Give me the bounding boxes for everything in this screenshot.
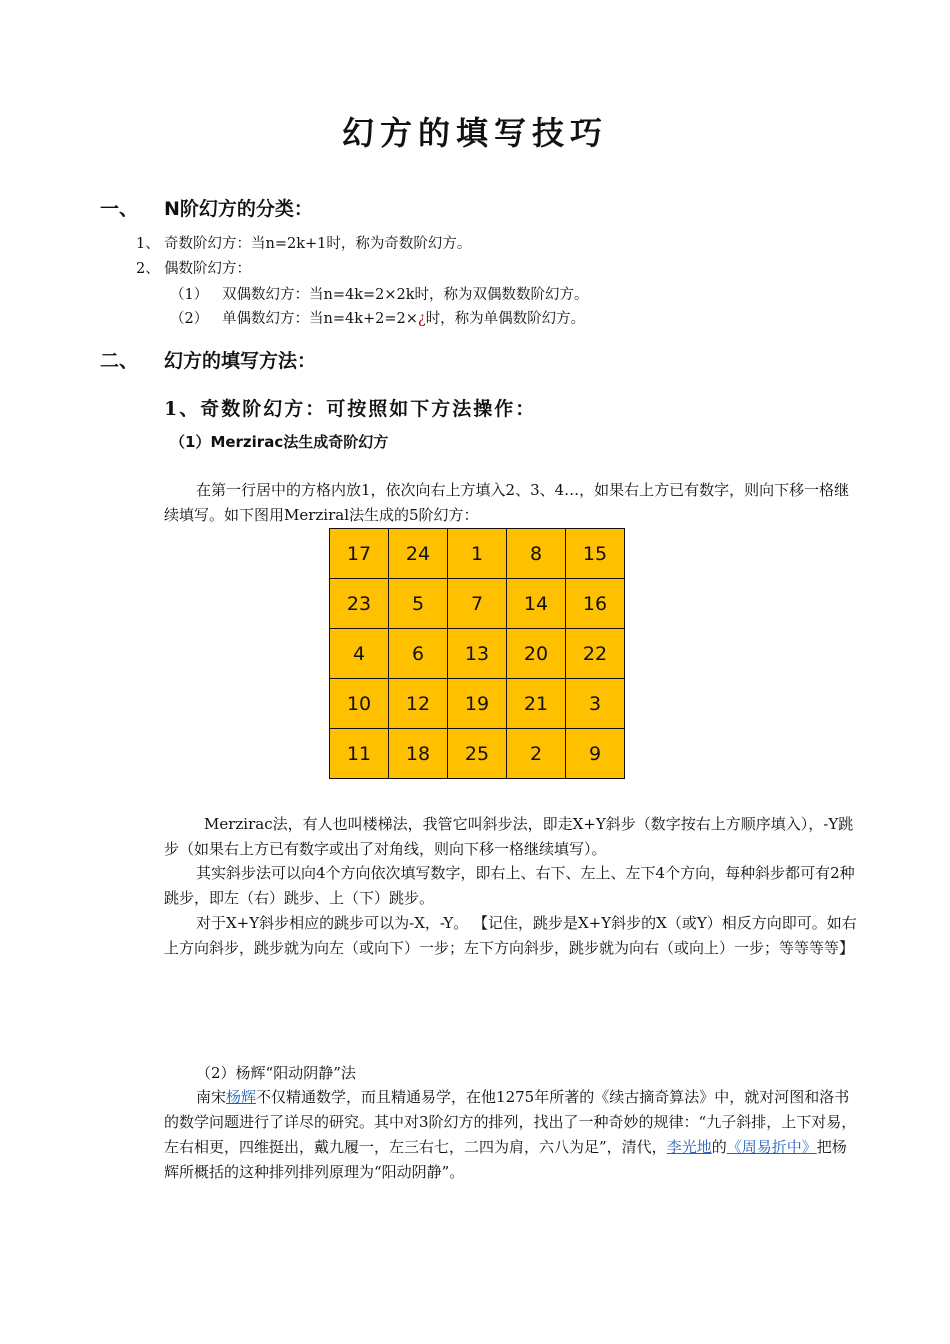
table-cell: 6 <box>389 629 448 679</box>
paragraph-text: 把杨辉所概括的这种排列排列原理为“阳动阴静”。 <box>164 1138 847 1181</box>
list-item <box>136 232 736 254</box>
table-cell: 4 <box>330 629 389 679</box>
table-cell: 12 <box>389 679 448 729</box>
paragraph-diagonal-steps: 其实斜步法可以向4个方向依次填写数字，即右上、右下、左上、左下4个方向，每种斜步都可有2种跳步，即左（右）跳步、上（下）跳步。 <box>164 864 855 907</box>
table-cell: 7 <box>448 579 507 629</box>
table-cell: 14 <box>507 579 566 629</box>
sub-list-item-text-a: 单偶数幻方：当n=4k+2=2× <box>222 311 418 327</box>
table-cell: 8 <box>507 529 566 579</box>
table-cell: 10 <box>330 679 389 729</box>
table-cell: 19 <box>448 679 507 729</box>
table-row <box>330 729 625 779</box>
table-row <box>330 629 625 679</box>
table-row <box>330 679 625 729</box>
section2-number: 二、 <box>100 350 139 372</box>
link-yanghui[interactable]: 杨辉 <box>226 1088 257 1106</box>
sub-list-item <box>170 283 790 305</box>
table-cell: 22 <box>566 629 625 679</box>
sub-list-item-label: （2） <box>170 311 209 327</box>
table-cell: 25 <box>448 729 507 779</box>
section1-heading <box>100 194 500 218</box>
render-glitch-mark: ¿ <box>417 311 426 327</box>
sub-list-item-text-b: 时，称为单偶数阶幻方。 <box>425 311 586 327</box>
paragraph-jump-rule: 对于X+Y斜步相应的跳步可以为-X，-Y。 【记住，跳步是X+Y斜步的X（或Y）相反方向即可。如右上方向斜步，跳步就为向左（或向下）一步；左下方向斜步，跳步就为向右（或向上）一步；等等等等】 <box>164 914 857 957</box>
list-item <box>136 257 736 279</box>
table-cell: 18 <box>389 729 448 779</box>
section1-title: N阶幻方的分类： <box>164 198 313 220</box>
sub-list-item-label: （1） <box>170 287 209 303</box>
method1-label: （1） <box>170 433 211 451</box>
paragraph-text: 的 <box>711 1138 727 1156</box>
table-cell: 16 <box>566 579 625 629</box>
section1-number: 一、 <box>100 198 139 220</box>
paragraph-merzirac: Merzirac法，有人也叫楼梯法，我管它叫斜步法，即走X+Y斜步（数字按右上方顺序填入），-Y跳步（如果右上方已有数字或出了对角线，则向下移一格继续填写）。 <box>164 815 854 858</box>
magic-square-table <box>329 528 625 779</box>
sub-list-item-text <box>222 307 585 328</box>
table-row <box>330 529 625 579</box>
method1-title: Merzirac法生成奇阶幻方 <box>210 433 389 451</box>
paragraph-text: 南宋 <box>196 1088 227 1106</box>
table-cell: 13 <box>448 629 507 679</box>
sub-list-item-text: 双偶数幻方：当n=4k=2×2k时，称为双偶数数阶幻方。 <box>222 287 589 303</box>
list-item-label: 1、 <box>136 236 160 252</box>
section2-heading <box>100 346 500 370</box>
table-cell: 3 <box>566 679 625 729</box>
paragraph-intro: 在第一行居中的方格内放1，依次向右上方填入2、3、4…，如果右上方已有数字，则向下移一格继续填写。如下图用Merziral法生成的5阶幻方： <box>164 481 850 524</box>
paragraph-yanghui <box>164 1085 860 1185</box>
subsection-heading: 1、奇数阶幻方：可按照如下方法操作： <box>164 398 537 420</box>
table-cell: 21 <box>507 679 566 729</box>
sub-list-item <box>170 307 790 329</box>
method1-heading <box>170 431 388 452</box>
table-cell: 2 <box>507 729 566 779</box>
section2-title: 幻方的填写方法： <box>164 350 317 372</box>
link-liguangdi[interactable]: 李光地 <box>666 1138 712 1156</box>
table-cell: 1 <box>448 529 507 579</box>
table-cell: 9 <box>566 729 625 779</box>
list-item-text: 奇数阶幻方：当n=2k+1时，称为奇数阶幻方。 <box>164 236 472 252</box>
table-cell: 23 <box>330 579 389 629</box>
paragraph-text: 不仅精通数学，而且精通易学，在他1275年所著的《续古摘奇算法》中，就对河图和洛书的数学问题进行了详尽的研究。其中对3阶幻方的排列，找出了一种奇妙的规律：“九子斜排，上下对易，左右相更，四维挺出，戴九履一，左三右七，二四为肩，六八为足”，清代， <box>164 1088 857 1156</box>
table-cell: 11 <box>330 729 389 779</box>
table-cell: 15 <box>566 529 625 579</box>
table-cell: 20 <box>507 629 566 679</box>
link-zhouyi-zhezhong[interactable]: 《周易折中》 <box>726 1138 817 1156</box>
method2-heading: （2）杨辉“阳动阴静”法 <box>196 1064 356 1082</box>
table-cell: 24 <box>389 529 448 579</box>
table-cell: 17 <box>330 529 389 579</box>
table-cell: 5 <box>389 579 448 629</box>
table-row <box>330 579 625 629</box>
list-item-label: 2、 <box>136 261 160 277</box>
page-title: 幻方的填写技巧 <box>341 114 608 152</box>
list-item-text: 偶数阶幻方： <box>164 261 251 277</box>
